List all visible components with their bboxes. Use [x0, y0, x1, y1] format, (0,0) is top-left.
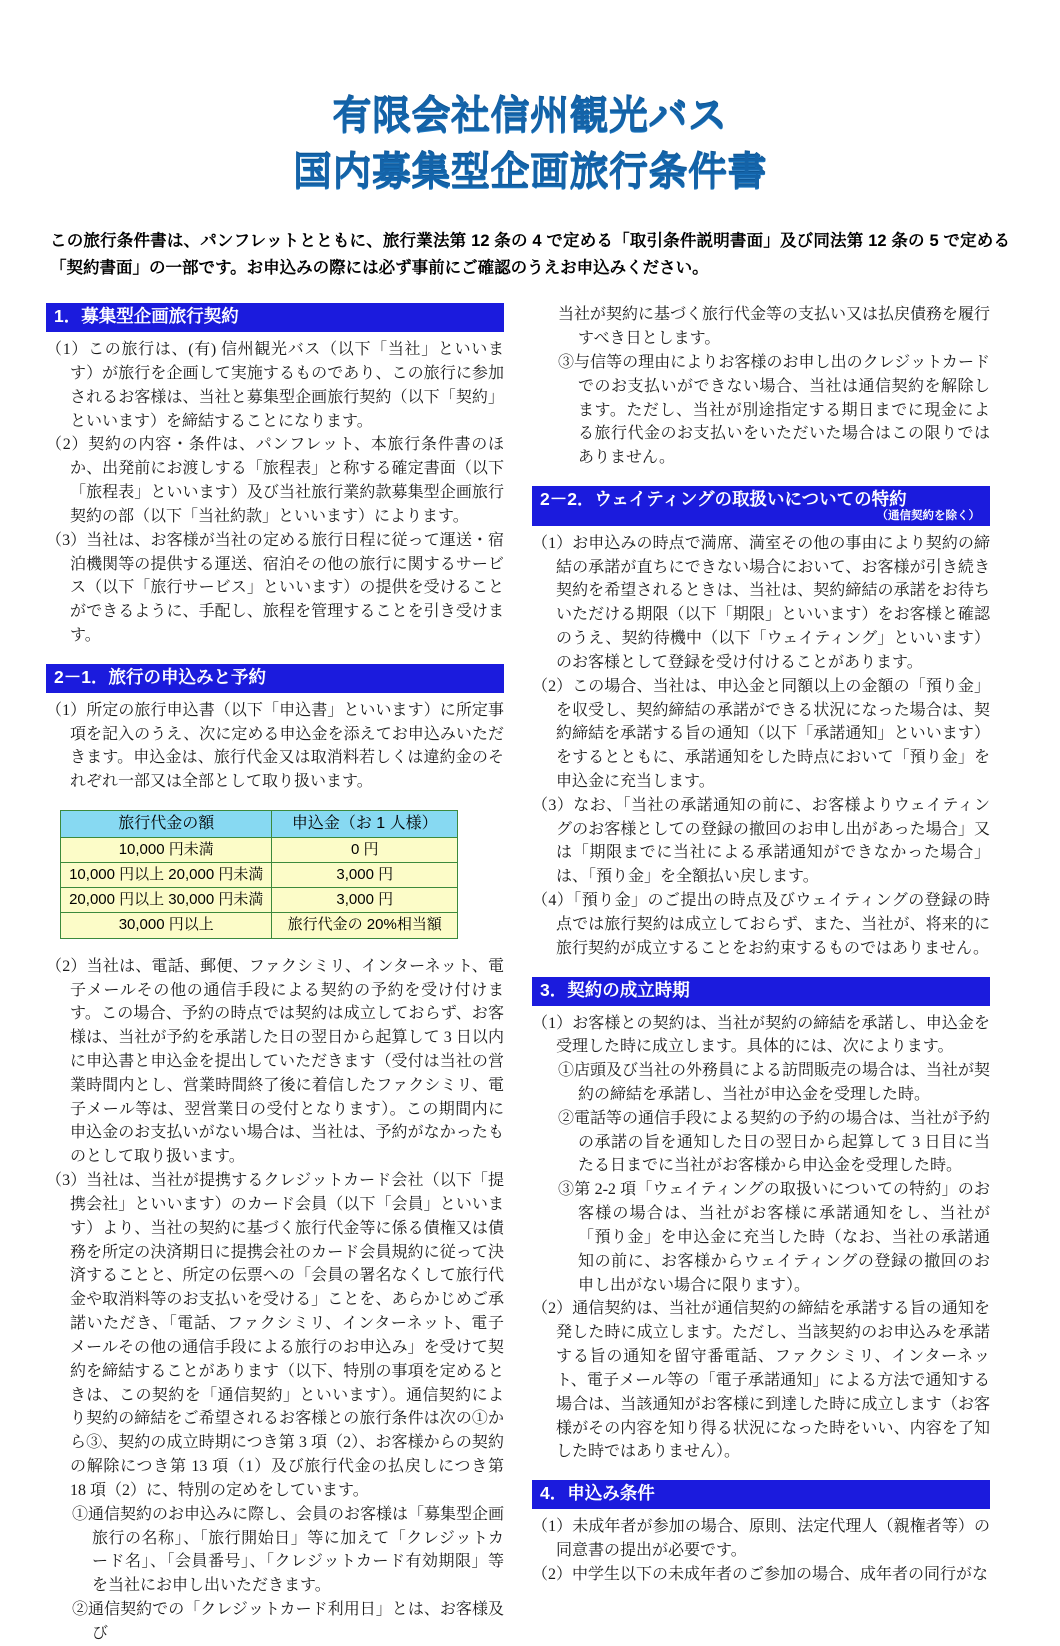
- section-2-2-paragraph-2: （2）この場合、当社は、申込金と同額以上の金額の「預り金」を収受し、契約締結の承諾ができる状況になった場合は、契約締結を承諾する旨の通知（以下「承諾通知」といいます）をするとともに、承諾通知をした時点において「預り金」を申込金に充当します。: [532, 677, 990, 790]
- section-2-2-heading-sub: （通信契約を除く）: [876, 509, 980, 522]
- section-3: [532, 977, 990, 1465]
- section-2-2-heading: [532, 486, 990, 526]
- section-4: [532, 1480, 990, 1586]
- section-1-heading: 1．募集型企画旅行契約: [46, 303, 504, 332]
- table-cell-fare: 10,000 円未満: [61, 837, 272, 862]
- right-column: [532, 303, 990, 1586]
- table-cell-deposit: 0 円: [272, 837, 458, 862]
- section-1: [46, 303, 504, 648]
- body-columns: [46, 303, 1014, 1645]
- table-row: [61, 888, 458, 913]
- section-1-paragraph-3: （3）当社は、お客様が当社の定める旅行日程に従って運送・宿泊機関等の提供する運送、宿泊その他の旅行に関するサービス（以下「旅行サービス」といいます）の提供を受けることができるように、手配し、旅程を管理することを引き受けます。: [46, 531, 504, 645]
- section-4-paragraph-1: （1）未成年者が参加の場合、原則、法定代理人（親権者等）の同意書の提出が必要です。: [532, 1518, 990, 1559]
- section-2-1-heading: 2－1．旅行の申込みと予約: [46, 664, 504, 693]
- continuation-block: [532, 303, 990, 470]
- application-fee-table: [60, 810, 458, 939]
- page-title: [0, 0, 1060, 198]
- section-3-subitem-3: ③第 2-2 項「ウェイティングの取扱いについての特約」のお客様の場合は、当社がお客様に承諾通知をし、当社が「預り金」を申込金に充当した時（なお、当社の承諾通知の前に、お客様からウェイティングの登録の撤回のお申し出がない場合に限ります）。: [558, 1181, 990, 1294]
- section-1-paragraph-2: （2）契約の内容・条件は、パンフレット、本旅行条件書のほか、出発前にお渡しする「旅程表」と称する確定書面（以下「旅程表」といいます）及び当社旅行業約款募集型企画旅行契約の部（以下「当社約款」といいます）によります。: [46, 436, 504, 525]
- left-column: [46, 303, 504, 1645]
- section-2-1-paragraph-2: （2）当社は、電話、郵便、ファクシミリ、インターネット、電子メールその他の通信手段による契約の予約を受け付けます。この場合、予約の時点では契約は成立しておらず、お客様は、当社が予約を承諾した日の翌日から起算して 3 日以内に申込書と申込金を提出していただきます（受付は当社の営業時間内とし、営業時間終了後に着信したファクシミリ、電子メール等は、翌営業日の受付となります）。この期間内に申込金のお支払いがない場合は、当社は、予約がなかったものとして取り扱います。: [46, 957, 504, 1166]
- table-cell-deposit: 3,000 円: [272, 888, 458, 913]
- table-row: [61, 913, 458, 938]
- section-3-subitem-1: ①店頭及び当社の外務員による訪問販売の場合は、当社が契約の締結を承諾し、当社が申込金を受理した時。: [558, 1062, 991, 1103]
- section-2-1: [46, 664, 504, 1646]
- table-cell-deposit: 3,000 円: [272, 862, 458, 887]
- table-row: [61, 862, 458, 887]
- table-header-row: [61, 811, 458, 838]
- table-cell-fare: 30,000 円以上: [61, 913, 272, 938]
- section-3-subitem-2: ②電話等の通信手段による契約の予約の場合は、当社が予約の承諾の旨を通知した日の翌日から起算して 3 日目に当たる日までに当社がお客様から申込金を受理した時。: [558, 1109, 991, 1175]
- table-row: [61, 837, 458, 862]
- section-4-heading: 4．申込み条件: [532, 1480, 990, 1509]
- table-header-fare: 旅行代金の額: [61, 811, 272, 838]
- section-2-1-subitem-2: ②通信契約での「クレジットカード利用日」とは、お客様及び: [72, 1601, 504, 1642]
- title-line-1: 有限会社信州観光バス: [332, 95, 728, 138]
- section-2-2: [532, 486, 990, 961]
- section-3-paragraph-1: （1）お客様との契約は、当社が契約の締結を承諾し、申込金を受理した時に成立します。具体的には、次によります。: [532, 1014, 990, 1056]
- section-1-paragraph-1: （1）この旅行は、(有) 信州観光バス（以下「当社」といいます）が旅行を企画して実施するものであり、この旅行に参加されるお客様は、当社と募集型企画旅行契約（以下「契約」といいます）を締結することになります。: [46, 341, 504, 430]
- section-2-1-paragraph-1: （1）所定の旅行申込書（以下「申込書」といいます）に所定事項を記入のうえ、次に定める申込金を添えてお申込みいただきます。申込金は、旅行代金又は取消料若しくは違約金のそれぞれ一部又は全部として取り扱います。: [46, 701, 504, 791]
- application-fee-table-wrapper: [60, 810, 504, 939]
- section-3-heading: 3．契約の成立時期: [532, 977, 990, 1006]
- lead-paragraph: この旅行条件書は、パンフレットとともに、旅行業法第 12 条の 4 で定める「取引条件説明書面」及び同法第 12 条の 5 で定める「契約書面」の一部です。お申込みの際には必ず事前にご確認のうえお申込みください。: [50, 231, 1010, 277]
- table-cell-deposit: 旅行代金の 20%相当額: [272, 913, 458, 938]
- section-2-1-subitem-1: ①通信契約のお申込みに際し、会員のお客様は「募集型企画旅行の名称」、「旅行開始日」等に加えて「クレジットカード名」、「会員番号」、「クレジットカード有効期限」等を当社にお申し出いただきます。: [72, 1505, 505, 1595]
- section-4-paragraph-2: （2）中学生以下の未成年者のご参加の場合、成年者の同行がな: [532, 1565, 989, 1583]
- section-3-paragraph-2: （2）通信契約は、当社が通信契約の締結を承諾する旨の通知を発した時に成立します。ただし、当該契約のお申込みを承諾する旨の通知を留守番電話、ファクシミリ、インターネット、電子メール等の「電子承諾通知」による方法で通知する場合は、当該通知がお客様に到達した時に成立します（お客様がその内容を知り得る状況になった時をいい、内容を了知した時ではありません）。: [532, 1300, 990, 1461]
- continuation-paragraph: 当社が契約に基づく旅行代金等の支払い又は払戻債務を履行すべき日とします。: [558, 306, 991, 348]
- section-2-2-heading-main: 2－2．ウェイティングの取扱いについての特約: [540, 489, 907, 510]
- table-header-deposit: 申込金（お 1 人様）: [272, 811, 458, 838]
- table-cell-fare: 20,000 円以上 30,000 円未満: [61, 888, 272, 913]
- section-2-2-paragraph-3: （3）なお、「当社の承諾通知の前に、お客様よりウェイティングのお客様としての登録の撤回のお申し出があった場合」又は「期限までに当社による承諾通知ができなかった場合」は、「預り金」を全額払い戻します。: [532, 796, 990, 886]
- continuation-subitem-3: ③与信等の理由によりお客様のお申し出のクレジットカードでのお支払いができない場合、当社は通信契約を解除します。ただし、当社が別途指定する期日までに現金による旅行代金のお支払いをいただいた場合はこの限りではありません。: [558, 353, 990, 467]
- section-2-2-paragraph-4: （4）「預り金」のご提出の時点及びウェイティングの登録の時点では旅行契約は成立しておらず、また、当社が、将来的に旅行契約が成立することをお約束するものではありません。: [532, 892, 990, 957]
- section-2-2-paragraph-1: （1）お申込みの時点で満席、満室その他の事由により契約の締結の承諾が直ちにできない場合において、お客様が引き続き契約を希望されるときは、当社は、契約締結の承諾をお待ちいただける期限（以下「期限」といいます）をお客様と確認のうえ、契約待機中（以下「ウェイティング」といいます）のお客様として登録を受け付けることがあります。: [532, 534, 990, 671]
- title-line-2: 国内募集型企画旅行条件書: [292, 150, 767, 194]
- table-cell-fare: 10,000 円以上 20,000 円未満: [61, 862, 272, 887]
- section-2-1-paragraph-3: （3）当社は、当社が提携するクレジットカード会社（以下「提携会社」といいます）のカード会員（以下「会員」といいます）より、当社の契約に基づく旅行代金等に係る債権又は債務を所定の決済期日に提携会社のカード会員規約に従って決済することと、所定の伝票への「会員の署名なくして旅行代金や取消料等のお支払いを受ける」ことを、あらかじめご承諾いただき、「電話、ファクシミリ、インターネット、電子メールその他の通信手段による旅行のお申込み」を受けて契約を締結することがあります（以下、特別の事項を定めるときは、この契約を「通信契約」といいます）。通信契約により契約の締結をご希望されるお客様との旅行条件は次の①から③、契約の成立時期につき第 3 項（2）、お客様からの契約の解除につき第 13 項（1）及び旅行代金の払戻しにつき第 18 項（2）に、特別の定めをしています。: [46, 1172, 504, 1499]
